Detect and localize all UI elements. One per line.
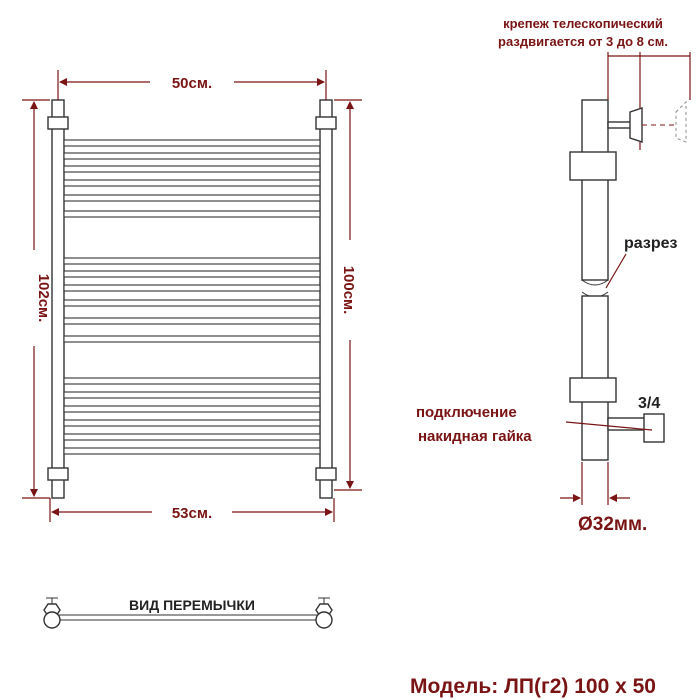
towel-bar [64, 336, 320, 342]
bar-group-bottom [64, 378, 320, 454]
side-upper-clamp [570, 152, 616, 180]
towel-bar [64, 211, 320, 217]
side-lower-clamp [570, 378, 616, 402]
towel-bar [64, 271, 320, 277]
towel-bar [64, 318, 320, 324]
towel-bar [64, 434, 320, 440]
model-label: Модель: ЛП(г2) 100 х 50 [410, 675, 656, 698]
towel-bar [64, 378, 320, 384]
towel-bar [64, 258, 320, 264]
towel-bar [64, 448, 320, 454]
side-view [416, 16, 690, 535]
connection-nut [644, 414, 664, 442]
bar-group-top [64, 140, 320, 217]
height-left-label: 102см. [35, 273, 52, 323]
right-top-cap [316, 117, 336, 129]
towel-bar [64, 140, 320, 146]
dimension-width-top [58, 70, 326, 100]
towel-bar [64, 406, 320, 412]
towel-bar [64, 285, 320, 291]
bridge-right-joint [316, 612, 332, 628]
towel-bar [64, 300, 320, 306]
right-bottom-cap [316, 468, 336, 480]
bridge-label: ВИД ПЕРЕМЫЧКИ [129, 597, 255, 613]
bridge-left-joint [44, 612, 60, 628]
connection-label-line1: подключение [416, 404, 517, 421]
connection-label-line2: накидная гайка [418, 428, 532, 445]
front-view [22, 70, 362, 522]
side-upper-tube [582, 100, 608, 280]
thread-label: 3/4 [638, 395, 661, 412]
towel-bar [64, 195, 320, 201]
towel-bar [64, 153, 320, 159]
dimension-width-bottom [50, 498, 334, 522]
dimension-height-right [334, 100, 362, 490]
mount-note-line1: крепеж телескопический [503, 16, 663, 31]
diameter-label: Ø32мм. [578, 514, 648, 535]
height-right-label: 100см. [340, 265, 357, 315]
mount-arm [608, 122, 632, 128]
towel-bar [64, 180, 320, 186]
cut-label: разрез [624, 235, 678, 252]
dimension-height-left [22, 100, 52, 498]
left-bottom-cap [48, 468, 68, 480]
right-rail [320, 100, 332, 498]
left-top-cap [48, 117, 68, 129]
width-top-label: 50см. [171, 75, 213, 92]
towel-bar [64, 420, 320, 426]
towel-bar [64, 392, 320, 398]
bar-group-middle [64, 258, 320, 342]
towel-bar [64, 166, 320, 172]
bridge-view [44, 597, 332, 628]
mount-note-line2: раздвигается от 3 до 8 см. [498, 34, 668, 49]
mount-flange-extended [676, 102, 686, 142]
width-bottom-label: 53см. [171, 505, 213, 522]
left-rail [52, 100, 64, 498]
mount-flange [630, 108, 642, 142]
